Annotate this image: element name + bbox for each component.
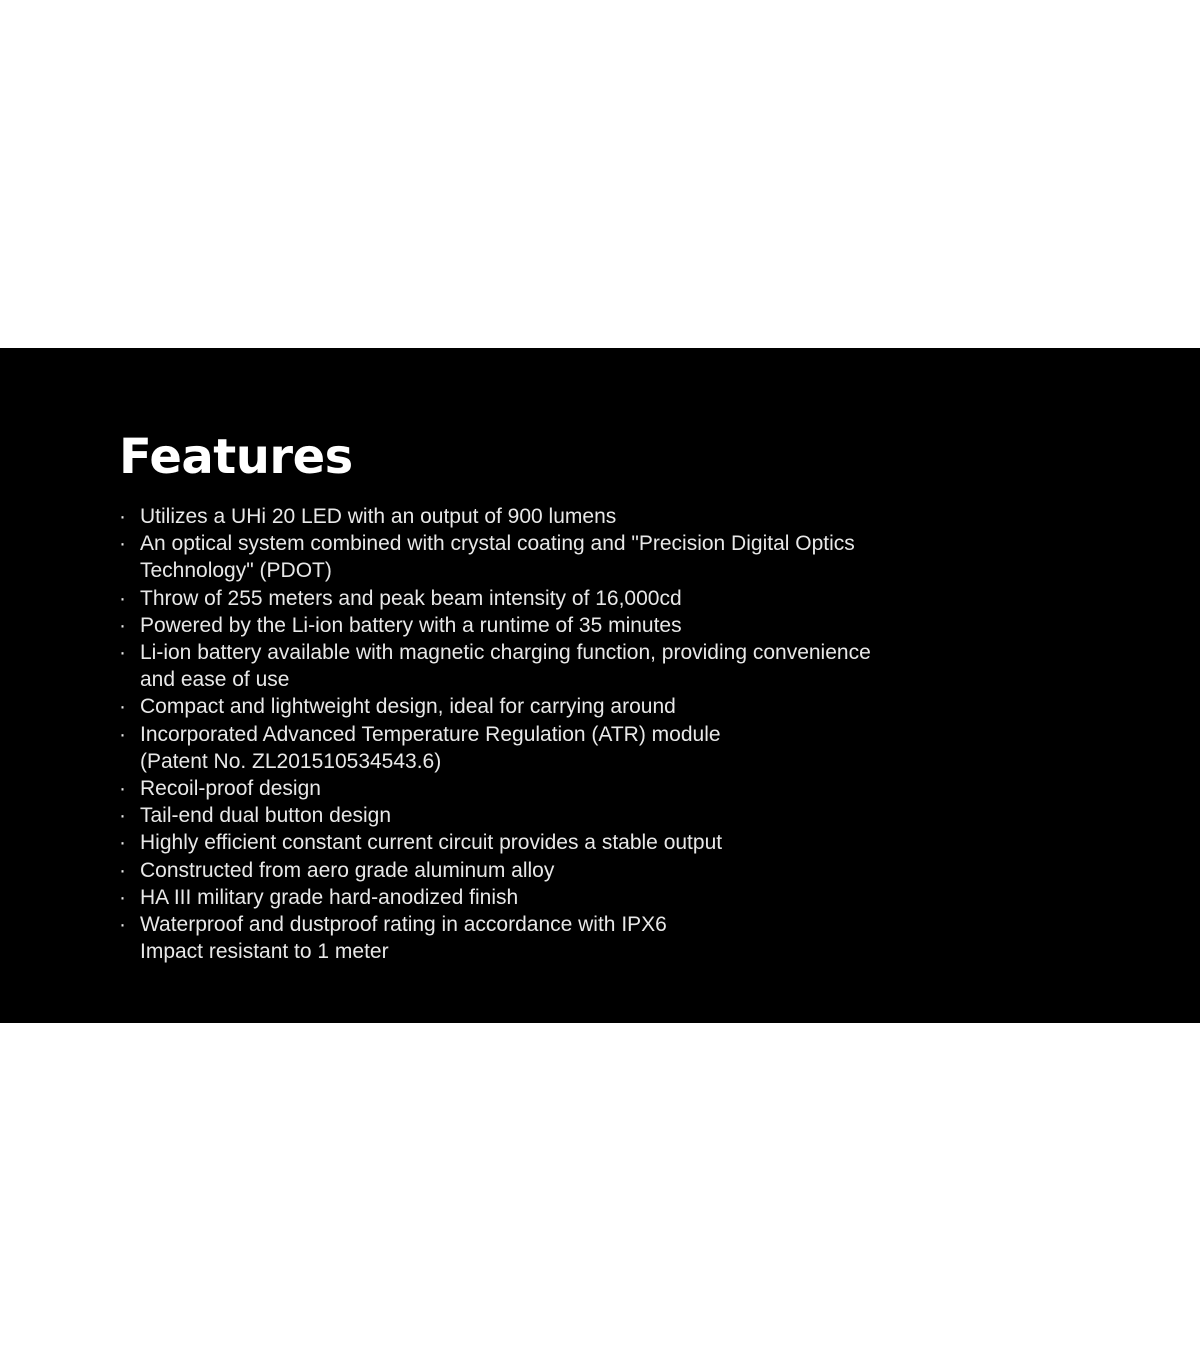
feature-item	[119, 911, 1019, 965]
feature-text-continued: Technology" (PDOT)	[140, 559, 332, 583]
feature-text: Powered by the Li-ion battery with a runtime of 35 minutes	[140, 613, 682, 637]
bullet-icon: ·	[119, 858, 126, 882]
feature-item	[119, 639, 1019, 693]
feature-text: An optical system combined with crystal coating and "Precision Digital Optics	[140, 532, 855, 556]
features-title: Features	[119, 429, 353, 485]
feature-text: HA III military grade hard-anodized finish	[140, 885, 519, 909]
bullet-icon: ·	[119, 885, 126, 909]
feature-item	[119, 612, 1019, 639]
feature-text: Tail-end dual button design	[140, 804, 392, 828]
feature-text: Li-ion battery available with magnetic charging function, providing convenience	[140, 641, 871, 665]
bullet-icon: ·	[119, 532, 126, 556]
feature-item	[119, 530, 1019, 584]
bullet-icon: ·	[119, 505, 126, 528]
bullet-icon: ·	[119, 641, 126, 665]
feature-text: Compact and lightweight design, ideal for carrying around	[140, 695, 676, 719]
feature-text: Incorporated Advanced Temperature Regulation (ATR) module	[140, 722, 721, 746]
feature-text-continued: (Patent No. ZL201510534543.6)	[140, 749, 442, 773]
feature-text-continued: and ease of use	[140, 668, 290, 692]
feature-item	[119, 503, 1019, 530]
feature-item	[119, 884, 1019, 911]
feature-text: Constructed from aero grade aluminum alloy	[140, 858, 555, 882]
features-list	[119, 503, 1019, 965]
feature-text: Throw of 255 meters and peak beam intensity of 16,000cd	[140, 586, 682, 610]
feature-text: Recoil-proof design	[140, 777, 321, 801]
feature-text: Waterproof and dustproof rating in accordance with IPX6	[140, 913, 667, 937]
feature-text: Utilizes a UHi 20 LED with an output of 900 lumens	[140, 505, 617, 528]
feature-item	[119, 721, 1019, 775]
feature-item	[119, 775, 1019, 802]
bullet-icon: ·	[119, 777, 126, 801]
bullet-icon: ·	[119, 831, 126, 855]
bullet-icon: ·	[119, 722, 126, 746]
feature-item	[119, 585, 1019, 612]
bullet-icon: ·	[119, 913, 126, 937]
feature-text-continued: Impact resistant to 1 meter	[140, 940, 389, 964]
bullet-icon: ·	[119, 804, 126, 828]
feature-item	[119, 829, 1019, 856]
feature-text: Highly efficient constant current circuit provides a stable output	[140, 831, 723, 855]
feature-item	[119, 693, 1019, 720]
bullet-icon: ·	[119, 613, 126, 637]
bullet-icon: ·	[119, 695, 126, 719]
feature-item	[119, 857, 1019, 884]
bullet-icon: ·	[119, 586, 126, 610]
feature-item	[119, 802, 1019, 829]
